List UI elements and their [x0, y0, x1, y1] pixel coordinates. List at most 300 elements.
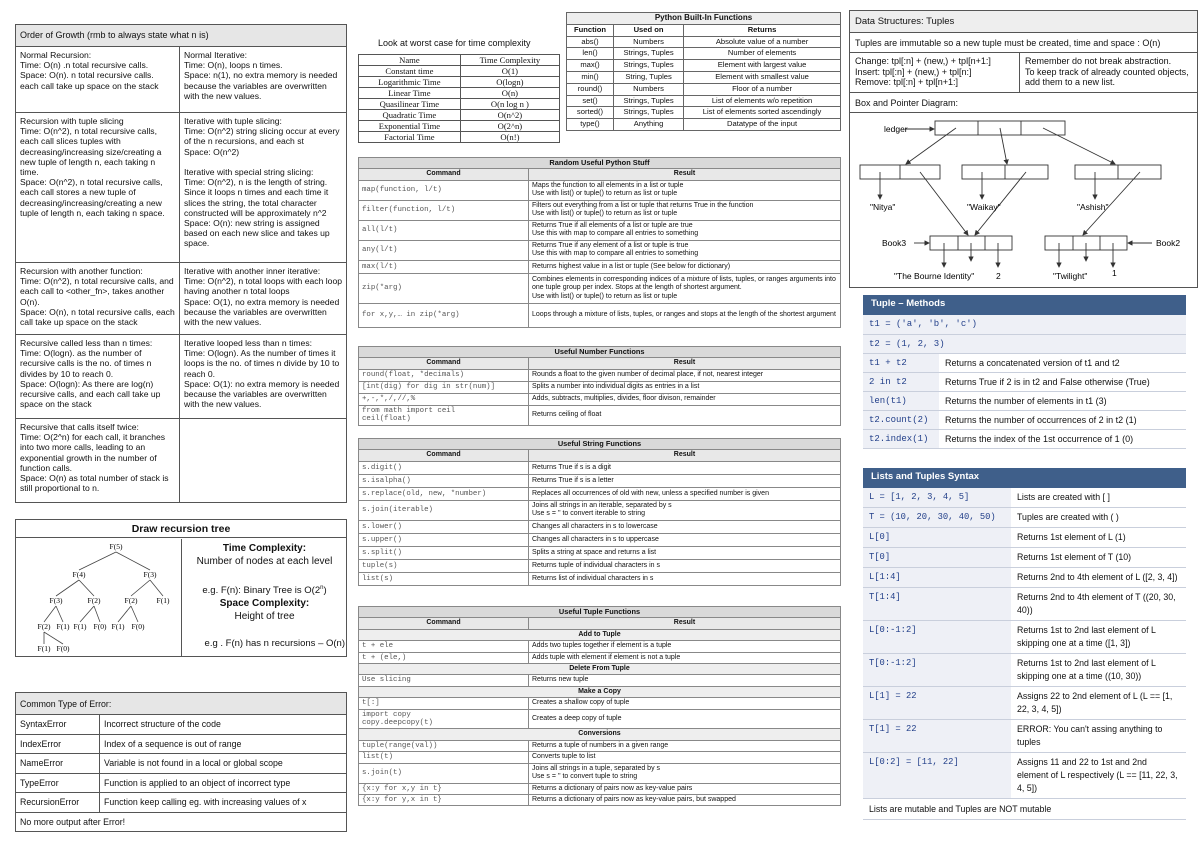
- used-on: Anything: [614, 119, 684, 131]
- syntax-desc: Assigns 22 to 2nd element of L (L == [1, 22, 3, 4, 5]): [1011, 687, 1186, 720]
- result: Returns a dictionary of pairs now as key-value pairs, but swapped: [529, 794, 841, 805]
- command: for x,y,… in zip(*arg): [359, 303, 529, 327]
- order-of-growth-title: Order of Growth (rmb to always state what n is): [16, 25, 347, 47]
- lists-syntax-footer: Lists are mutable and Tuples are NOT mutable: [863, 799, 1186, 820]
- column-header: Command: [359, 450, 529, 461]
- lists-syntax-panel: [863, 468, 1186, 820]
- table-row: [863, 334, 1186, 353]
- complexity-name: Factorial Time: [359, 132, 461, 143]
- table-row: [359, 763, 841, 783]
- builtins-panel: [566, 12, 841, 131]
- error-desc: Variable is not found in a local or global scope: [100, 754, 347, 774]
- table-row: [359, 169, 841, 180]
- result: Joins all strings in an iterable, separated by s Use s = '' to convert iterable to string: [529, 500, 841, 520]
- table-row: [359, 474, 841, 487]
- command: import copy copy.deepcopy(t): [359, 709, 529, 729]
- tree-node: F(1): [156, 596, 170, 605]
- space-complexity-heading: Space Complexity:: [219, 598, 310, 610]
- tree-node: F(1): [73, 622, 87, 631]
- table-row: [359, 783, 841, 794]
- complexity-name: Logarithmic Time: [359, 77, 461, 88]
- table-row: [863, 687, 1186, 720]
- command: s.lower(): [359, 520, 529, 533]
- recursion-example: e.g . F(n) has n recursions – O(n): [204, 638, 345, 650]
- table-row: [359, 303, 841, 327]
- complexity-name: Linear Time: [359, 88, 461, 99]
- complexity-note: Look at worst case for time complexity: [378, 38, 531, 48]
- result: Returns True if s is a digit: [529, 461, 841, 474]
- errors-table: [15, 692, 347, 832]
- result: Filters out everything from a list or tuple that returns True in the function Use with list() or tuple() to return as list or tuple: [529, 200, 841, 220]
- syntax-code: L[1:4]: [863, 568, 1011, 588]
- result: Returns True if s is a letter: [529, 474, 841, 487]
- section-header: Add to Tuple: [359, 629, 841, 640]
- method-desc: Returns the number of elements in t1 (3): [939, 391, 1186, 410]
- command: [int(dig) for dig in str(num)]: [359, 381, 529, 393]
- growth-cell: Iterative with tuple slicing: Time: O(n^2) string slicing occur at every of the n recursions, and each st Space: O(n^2) Iterative with special string slicing: Time: O(n^2), n is the length of string. Since it loops n times and each time it slices the string, the total character constructed will be approximately n^2 Space: O(n): new string is assigned based on each new slice and takes up space.: [180, 113, 347, 263]
- ds-title: Data Structures: Tuples: [850, 11, 1197, 33]
- syntax-desc: Assigns 11 and 22 to 1st and 2nd element of L respectively (L == [11, 22, 3, 4, 5]): [1011, 753, 1186, 799]
- command: zip(*arg): [359, 273, 529, 303]
- syntax-code: T[1] = 22: [863, 720, 1011, 753]
- table-row: [359, 132, 560, 143]
- table-row: [863, 410, 1186, 429]
- method-code: 2 in t2: [863, 372, 939, 391]
- number-functions-panel: [358, 346, 841, 426]
- string-functions-panel: [358, 438, 841, 586]
- tree-node: F(0): [93, 622, 107, 631]
- random-stuff-panel: [358, 157, 841, 328]
- complexity-table-panel: [358, 54, 560, 143]
- table-row: [359, 729, 841, 740]
- result: Maps the function to all elements in a list or tuple Use with list() or tuple() to return as list or tuple: [529, 180, 841, 200]
- result: Returns True if any element of a list or tuple is true Use this with map to compare all entries to something: [529, 240, 841, 260]
- result: Adds two tuples together if element is a tuple: [529, 641, 841, 652]
- function-name: abs(): [567, 36, 614, 48]
- tree-node: F(5): [109, 542, 123, 551]
- exponent: n: [320, 585, 324, 591]
- returns: Floor of a number: [684, 83, 841, 95]
- result: Returns tuple of individual characters in s: [529, 559, 841, 572]
- returns: Datatype of the input: [684, 119, 841, 131]
- command: {x:y for y,x in t}: [359, 794, 529, 805]
- lists-syntax-title: Lists and Tuples Syntax: [863, 468, 1186, 488]
- table-row: [359, 88, 560, 99]
- tuple-methods-table: [863, 315, 1186, 449]
- column-header: Name: [359, 55, 461, 66]
- book3-label: Book3: [882, 238, 907, 248]
- result: Splits a number into individual digits as entries in a list: [529, 381, 841, 393]
- command: +,-,*,/,//,%: [359, 393, 529, 405]
- table-row: [359, 559, 841, 572]
- table-row: [359, 393, 841, 405]
- column-header: Result: [529, 618, 841, 629]
- table-row: [863, 508, 1186, 528]
- table-row: [359, 487, 841, 500]
- result: Creates a shallow copy of tuple: [529, 698, 841, 709]
- column-header: Command: [359, 358, 529, 369]
- table-row: [359, 260, 841, 273]
- command: list(s): [359, 572, 529, 585]
- random-stuff-table: [358, 157, 841, 328]
- table-row: [863, 548, 1186, 568]
- table-row: [359, 358, 841, 369]
- book2-label: Book2: [1156, 238, 1181, 248]
- growth-cell: Iterative looped less than n times: Time: O(logn). As the number of times it loops is the no. of times n divide by 10 to reach 0. Space: O(1): no extra memory is needed because the variables are overwritten with the new values.: [180, 335, 347, 419]
- result: Changes all characters in s to uppercase: [529, 533, 841, 546]
- command: Use slicing: [359, 675, 529, 686]
- bourne-label: "The Bourne Identity": [894, 271, 975, 281]
- result: Rounds a float to the given number of decimal place, if not, nearest integer: [529, 369, 841, 381]
- complexity-value: O(2^n): [460, 121, 559, 132]
- table-row: [359, 99, 560, 110]
- tree-edge: [79, 580, 94, 596]
- table-row: [359, 675, 841, 686]
- column-header: Result: [529, 169, 841, 180]
- growth-cell: [180, 419, 347, 503]
- one-label: 1: [1112, 268, 1117, 278]
- command: {x:y for x,y in t}: [359, 783, 529, 794]
- column-header: Result: [529, 450, 841, 461]
- command: s.join(iterable): [359, 500, 529, 520]
- growth-cell: Recursion with another function: Time: O(n^2), n total recursive calls, and each call to <other_fn>, takes another O(n). Space: O(n), n total recursive calls, each call take up space on the stack: [16, 263, 180, 335]
- syntax-desc: Returns 2nd to 4th element of L ([2, 3, 4]): [1011, 568, 1186, 588]
- recursion-tree-title: Draw recursion tree: [16, 520, 346, 538]
- table-row: [567, 36, 841, 48]
- table-row: [863, 528, 1186, 548]
- result: Returns highest value in a list or tuple (See below for dictionary): [529, 260, 841, 273]
- error-name: SyntaxError: [16, 715, 100, 735]
- table-row: [567, 107, 841, 119]
- method-code: t1 + t2: [863, 353, 939, 372]
- column-header: Time Complexity: [460, 55, 559, 66]
- returns: Number of elements: [684, 48, 841, 60]
- paren: ): [323, 585, 327, 597]
- table-row: [567, 48, 841, 60]
- syntax-code: T[0:-1:2]: [863, 654, 1011, 687]
- table-row: [359, 533, 841, 546]
- tuple-functions-panel: [358, 606, 841, 806]
- ds-change-ops: Change: tpl[:n] + (new,) + tpl[n+1:] Insert: tpl[:n] + (new,) + tpl[n:] Remove: tpl[:n] + tpl[n+1:]: [850, 53, 1020, 92]
- error-name: RecursionError: [16, 793, 100, 813]
- column-header: Result: [529, 358, 841, 369]
- tree-edge: [150, 580, 163, 596]
- function-name: max(): [567, 60, 614, 72]
- method-desc: Returns the index of the 1st occurrence of 1 (0): [939, 429, 1186, 448]
- result: Adds tuple with element if element is not a tuple: [529, 652, 841, 663]
- table-row: [567, 24, 841, 36]
- waikay-label: "Waikay": [967, 202, 1001, 212]
- growth-cell: Recursive called less than n times: Time: O(logn). as the number of recursive calls is the no. of times n divides by 10 to reach 0. Space: O(logn): As there are log(n) recursive calls, and each call take up space on the stack: [16, 335, 180, 419]
- table-row: [567, 95, 841, 107]
- tree-node: F(2): [124, 596, 138, 605]
- command: s.replace(old, new, *number): [359, 487, 529, 500]
- result: Converts tuple to list: [529, 752, 841, 763]
- error-desc: Incorrect structure of the code: [100, 715, 347, 735]
- complexity-value: O(n): [460, 88, 559, 99]
- used-on: Numbers: [614, 83, 684, 95]
- table-row: [359, 698, 841, 709]
- complexity-value: O(n!): [460, 132, 559, 143]
- growth-cell: Iterative with another inner iterative: Time: O(n^2), n total loops with each loop having another n total loops Space: O(1), no extra memory is needed because the variables are overwritten with the new values.: [180, 263, 347, 335]
- error-name: TypeError: [16, 773, 100, 793]
- tuple-methods-title: Tuple – Methods: [863, 295, 1186, 315]
- table-row: [359, 200, 841, 220]
- tree-node: F(0): [131, 622, 145, 631]
- table-row: [359, 121, 560, 132]
- used-on: Strings, Tuples: [614, 60, 684, 72]
- random-stuff-title: Random Useful Python Stuff: [359, 158, 841, 169]
- result: Loops through a mixture of lists, tuples, or ranges and stops at the length of the shortest argument: [529, 303, 841, 327]
- syntax-desc: Lists are created with [ ]: [1011, 488, 1186, 508]
- command: tuple(s): [359, 559, 529, 572]
- tree-edge: [79, 552, 116, 570]
- table-row: [567, 71, 841, 83]
- table-row: [359, 740, 841, 751]
- returns: Element with largest value: [684, 60, 841, 72]
- builtins-table: [566, 12, 841, 131]
- nitya-label: "Nitya": [870, 202, 896, 212]
- error-desc: Index of a sequence is out of range: [100, 734, 347, 754]
- string-fns-title: Useful String Functions: [359, 439, 841, 450]
- growth-cell: Recursive that calls itself twice: Time: O(2^n) for each call, it branches into two more calls, leading to an exponential growth in the number of function calls. Space: O(n) as total number of stack is still proportional to n.: [16, 419, 180, 503]
- tree-edge: [94, 606, 100, 622]
- table-row: [359, 405, 841, 425]
- command: s.split(): [359, 546, 529, 559]
- command: s.isalpha(): [359, 474, 529, 487]
- returns: List of elements w/o repetition: [684, 95, 841, 107]
- tuple-functions-table: [358, 606, 841, 806]
- ds-remember-note: Remember do not break abstraction. To keep track of already counted objects, add them to a new list.: [1025, 56, 1189, 87]
- complexity-name: Quasilinear Time: [359, 99, 461, 110]
- syntax-code: T[1:4]: [863, 588, 1011, 621]
- error-name: NameError: [16, 754, 100, 774]
- table-row: [359, 273, 841, 303]
- function-name: min(): [567, 71, 614, 83]
- column-header: Returns: [684, 24, 841, 36]
- box-pointer-diagram: [850, 113, 1197, 286]
- command: any(l/t): [359, 240, 529, 260]
- lists-syntax-table: [863, 488, 1186, 799]
- table-row: [863, 568, 1186, 588]
- table-row: [863, 720, 1186, 753]
- result: Creates a deep copy of tuple: [529, 709, 841, 729]
- syntax-code: L = [1, 2, 3, 4, 5]: [863, 488, 1011, 508]
- result: Returns a dictionary of pairs now as key-value pairs: [529, 783, 841, 794]
- tree-edge: [131, 580, 150, 596]
- method-desc: Returns True if 2 is in t2 and False otherwise (True): [939, 372, 1186, 391]
- syntax-code: L[1] = 22: [863, 687, 1011, 720]
- result: Replaces all occurrences of old with new, unless a specified number is given: [529, 487, 841, 500]
- number-fns-title: Useful Number Functions: [359, 347, 841, 358]
- result: Returns a tuple of numbers in a given range: [529, 740, 841, 751]
- table-row: [359, 110, 560, 121]
- syntax-desc: Returns 1st element of T (10): [1011, 548, 1186, 568]
- command: list(t): [359, 752, 529, 763]
- table-row: [359, 77, 560, 88]
- syntax-code: L[0:2] = [11, 22]: [863, 753, 1011, 799]
- errors-panel: [15, 692, 347, 832]
- ds-immutable-note: Tuples are immutable so a new tuple must be created, time and space : O(n): [850, 33, 1197, 53]
- tree-node: F(2): [37, 622, 51, 631]
- used-on: Numbers: [614, 36, 684, 48]
- command: all(l/t): [359, 220, 529, 240]
- table-row: [359, 158, 841, 169]
- table-row: [359, 752, 841, 763]
- time-complexity-desc: Number of nodes at each level: [196, 556, 333, 567]
- table-row: [359, 450, 841, 461]
- recursion-tree-diagram: [16, 539, 181, 657]
- command: tuple(range(val)): [359, 740, 529, 751]
- table-row: [359, 520, 841, 533]
- used-on: Strings, Tuples: [614, 48, 684, 60]
- table-row: [863, 588, 1186, 621]
- table-row: [359, 618, 841, 629]
- table-row: [359, 794, 841, 805]
- section-header: Make a Copy: [359, 686, 841, 697]
- complexity-value: O(1): [460, 66, 559, 77]
- tree-edge: [56, 580, 79, 596]
- recursion-tree-panel: [15, 519, 347, 657]
- table-row: [863, 353, 1186, 372]
- syntax-desc: Returns 1st to 2nd last element of L skipping one at a time ([1, 3]): [1011, 621, 1186, 654]
- table-row: [359, 629, 841, 640]
- used-on: String, Tuples: [614, 71, 684, 83]
- table-row: [359, 500, 841, 520]
- table-row: [359, 220, 841, 240]
- table-row: [359, 66, 560, 77]
- section-header: Delete From Tuple: [359, 664, 841, 675]
- table-row: [359, 572, 841, 585]
- time-complexity-heading: Time Complexity:: [222, 543, 307, 554]
- column-header: Function: [567, 24, 614, 36]
- command: round(float, *decimals): [359, 369, 529, 381]
- table-row: [359, 641, 841, 652]
- command: filter(function, l/t): [359, 200, 529, 220]
- syntax-desc: Returns 1st to 2nd last element of L skipping one at a time ((10, 30)): [1011, 654, 1186, 687]
- table-row: [863, 654, 1186, 687]
- table-row: [359, 240, 841, 260]
- table-row: [359, 607, 841, 618]
- tree-node: F(3): [143, 570, 157, 579]
- syntax-code: L[0:-1:2]: [863, 621, 1011, 654]
- result: Adds, subtracts, multiplies, divides, floor divison, remainder: [529, 393, 841, 405]
- command: from math import ceil ceil(float): [359, 405, 529, 425]
- box-pointer-title: Box and Pointer Diagram:: [850, 93, 1197, 113]
- tree-edge: [56, 606, 63, 622]
- table-row: [359, 55, 560, 66]
- syntax-code: T = (10, 20, 30, 40, 50): [863, 508, 1011, 528]
- tree-node: F(0): [56, 644, 70, 653]
- tree-node: F(3): [49, 596, 63, 605]
- tree-edge: [80, 606, 94, 622]
- twilight-label: "Twilight": [1053, 271, 1088, 281]
- result: Returns True if all elements of a list or tuple are true Use this with map to compare all entries to something: [529, 220, 841, 240]
- command: s.digit(): [359, 461, 529, 474]
- method-code: t2 = (1, 2, 3): [863, 334, 1186, 353]
- method-desc: Returns the number of occurrences of 2 in t2 (1): [939, 410, 1186, 429]
- tree-edge: [44, 632, 63, 644]
- complexity-name: Constant time: [359, 66, 461, 77]
- complexity-table: [358, 54, 560, 143]
- tuple-methods-panel: [863, 295, 1186, 449]
- table-row: [359, 652, 841, 663]
- binary-tree-example: e.g. F(n): Binary Tree is O(2: [202, 585, 321, 597]
- function-name: round(): [567, 83, 614, 95]
- tree-edge: [44, 606, 56, 622]
- result: Combines elements in corresponding indices of a mixture of lists, tuples, or ranges arguments into one tuple group per index. Stops at the length of shortest argument. Use with list() or tuple() to return as list or tuple: [529, 273, 841, 303]
- tuple-fns-title: Useful Tuple Functions: [359, 607, 841, 618]
- function-name: sorted(): [567, 107, 614, 119]
- complexity-name: Quadratic Time: [359, 110, 461, 121]
- table-row: [359, 546, 841, 559]
- returns: Element with smallest value: [684, 71, 841, 83]
- table-row: [359, 439, 841, 450]
- result: Joins all strings in a tuple, separated by s Use s = '' to convert tuple to string: [529, 763, 841, 783]
- tree-node: F(1): [37, 644, 51, 653]
- table-row: [863, 372, 1186, 391]
- method-code: len(t1): [863, 391, 939, 410]
- result: Splits a string at space and returns a list: [529, 546, 841, 559]
- tree-edge: [131, 606, 138, 622]
- number-functions-table: [358, 346, 841, 426]
- syntax-desc: Returns 1st element of L (1): [1011, 528, 1186, 548]
- error-desc: Function keep calling eg. with increasing values of x: [100, 793, 347, 813]
- table-row: [863, 488, 1186, 508]
- table-row: [567, 83, 841, 95]
- used-on: Strings, Tuples: [614, 95, 684, 107]
- method-code: t2.index(1): [863, 429, 939, 448]
- syntax-desc: ERROR: You can't assing anything to tuples: [1011, 720, 1186, 753]
- table-row: [359, 381, 841, 393]
- command: max(l/t): [359, 260, 529, 273]
- result: Returns list of individual characters in s: [529, 572, 841, 585]
- command: map(function, l/t): [359, 180, 529, 200]
- error-desc: Function is applied to an object of incorrect type: [100, 773, 347, 793]
- function-name: len(): [567, 48, 614, 60]
- table-row: [567, 119, 841, 131]
- ledger-label: ledger: [884, 124, 908, 134]
- function-name: type(): [567, 119, 614, 131]
- tree-edge: [118, 606, 131, 622]
- tree-edge: [116, 552, 150, 570]
- data-structures-panel: [849, 10, 1198, 288]
- complexity-value: O(n log n ): [460, 99, 559, 110]
- command: s.upper(): [359, 533, 529, 546]
- result: Changes all characters in s to lowercase: [529, 520, 841, 533]
- command: t[:]: [359, 698, 529, 709]
- string-functions-table: [358, 438, 841, 586]
- returns: List of elements sorted ascendingly: [684, 107, 841, 119]
- method-desc: Returns a concatenated version of t1 and t2: [939, 353, 1186, 372]
- syntax-code: L[0]: [863, 528, 1011, 548]
- command: t + (ele,): [359, 652, 529, 663]
- complexity-value: O(logn): [460, 77, 559, 88]
- ashish-label: "Ashish": [1077, 202, 1109, 212]
- growth-cell: Normal Iterative: Time: O(n), loops n times. Space: n(1), no extra memory is needed because the variables are overwritten with the new values.: [180, 47, 347, 113]
- syntax-desc: Returns 2nd to 4th element of T ((20, 30, 40)): [1011, 588, 1186, 621]
- syntax-desc: Tuples are created with ( ): [1011, 508, 1186, 528]
- complexity-notes: [181, 539, 347, 657]
- order-of-growth-panel: [15, 24, 347, 503]
- table-row: [863, 753, 1186, 799]
- column-header: Command: [359, 169, 529, 180]
- result: Returns new tuple: [529, 675, 841, 686]
- errors-title: Common Type of Error:: [16, 693, 347, 715]
- growth-cell: Recursion with tuple slicing Time: O(n^2), n total recursive calls, each call slices tuples with decreasing/increasing size/creating a new tuple of length n, each taking n time. Space: O(n^2), n total recursive calls, each call stores a new tuple of decreasing/increasing/creating a new tuple of length n, each taking n space.: [16, 113, 180, 263]
- space-complexity-desc: Height of tree: [234, 611, 295, 623]
- method-code: t2.count(2): [863, 410, 939, 429]
